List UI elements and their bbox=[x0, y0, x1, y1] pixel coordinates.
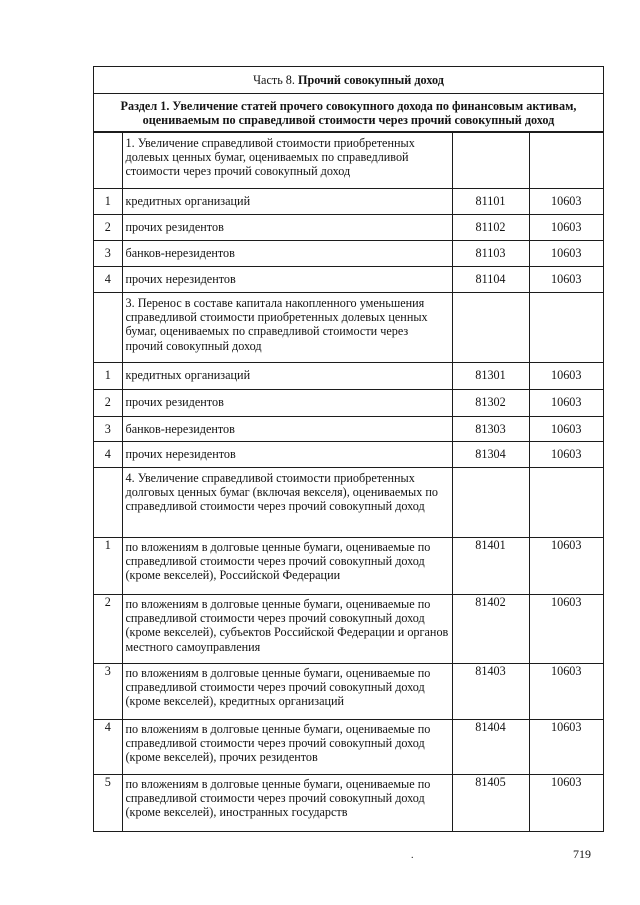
row-number: 4 bbox=[94, 720, 122, 775]
row-number bbox=[94, 293, 122, 363]
symbol-code: 10603 bbox=[529, 664, 603, 720]
table-row bbox=[94, 133, 603, 189]
table-row bbox=[94, 189, 603, 215]
accounts-table bbox=[94, 132, 603, 831]
row-number: 3 bbox=[94, 241, 122, 267]
symbol-code: 10603 bbox=[529, 241, 603, 267]
section-title-line2: оцениваемым по справедливой стоимости через прочий совокупный доход bbox=[142, 112, 555, 127]
table-row bbox=[94, 267, 603, 293]
account-code: 81304 bbox=[452, 442, 529, 468]
table-row bbox=[94, 241, 603, 267]
part-title-prefix: Часть 8. bbox=[253, 73, 295, 87]
symbol-code bbox=[529, 293, 603, 363]
table-row bbox=[94, 442, 603, 468]
table-row bbox=[94, 538, 603, 595]
section-title-line1: Раздел 1. Увеличение статей прочего совокупного дохода по финансовым активам, bbox=[120, 98, 577, 113]
row-description: 4. Увеличение справедливой стоимости приобретенных долговых ценных бумаг (включая векселя), оцениваемых по справедливой стоимости через прочий совокупный доход bbox=[122, 468, 452, 538]
row-description: банков-нерезидентов bbox=[122, 417, 452, 442]
symbol-code bbox=[529, 468, 603, 538]
table-row bbox=[94, 775, 603, 831]
row-description: кредитных организаций bbox=[122, 363, 452, 390]
row-number: 4 bbox=[94, 267, 122, 293]
row-number: 2 bbox=[94, 595, 122, 664]
account-code: 81101 bbox=[452, 189, 529, 215]
row-description: прочих нерезидентов bbox=[122, 267, 452, 293]
account-code bbox=[452, 133, 529, 189]
table-row bbox=[94, 720, 603, 775]
symbol-code: 10603 bbox=[529, 390, 603, 417]
account-code: 81301 bbox=[452, 363, 529, 390]
row-number: 3 bbox=[94, 417, 122, 442]
row-description: прочих резидентов bbox=[122, 390, 452, 417]
account-code: 81302 bbox=[452, 390, 529, 417]
account-code: 81401 bbox=[452, 538, 529, 595]
page-number: 719 bbox=[573, 847, 591, 861]
symbol-code bbox=[529, 133, 603, 189]
section-title bbox=[94, 94, 603, 132]
table-row bbox=[94, 215, 603, 241]
table-row bbox=[94, 664, 603, 720]
row-number: 3 bbox=[94, 664, 122, 720]
table-row bbox=[94, 293, 603, 363]
part-title bbox=[94, 67, 603, 94]
account-code: 81303 bbox=[452, 417, 529, 442]
symbol-code: 10603 bbox=[529, 720, 603, 775]
row-number: 1 bbox=[94, 363, 122, 390]
account-code: 81402 bbox=[452, 595, 529, 664]
row-description: банков-нерезидентов bbox=[122, 241, 452, 267]
row-number bbox=[94, 133, 122, 189]
account-code: 81405 bbox=[452, 775, 529, 831]
part-title-bold: Прочий совокупный доход bbox=[298, 73, 444, 87]
account-code: 81403 bbox=[452, 664, 529, 720]
row-description: 1. Увеличение справедливой стоимости приобретенных долевых ценных бумаг, оцениваемых по справедливой стоимости через прочий совокупный доход bbox=[122, 133, 452, 189]
row-description: по вложениям в долговые ценные бумаги, оцениваемые по справедливой стоимости через прочий совокупный доход (кроме векселей), Российской Федерации bbox=[122, 538, 452, 595]
row-description: по вложениям в долговые ценные бумаги, оцениваемые по справедливой стоимости через прочий совокупный доход (кроме векселей), иностранных государств bbox=[122, 775, 452, 831]
symbol-code: 10603 bbox=[529, 538, 603, 595]
account-code: 81103 bbox=[452, 241, 529, 267]
symbol-code: 10603 bbox=[529, 363, 603, 390]
row-description: прочих нерезидентов bbox=[122, 442, 452, 468]
row-description: кредитных организаций bbox=[122, 189, 452, 215]
row-number: 2 bbox=[94, 390, 122, 417]
row-description: прочих резидентов bbox=[122, 215, 452, 241]
footer-dot: . bbox=[411, 850, 414, 861]
account-code bbox=[452, 293, 529, 363]
symbol-code: 10603 bbox=[529, 417, 603, 442]
symbol-code: 10603 bbox=[529, 595, 603, 664]
row-number: 1 bbox=[94, 538, 122, 595]
row-number: 4 bbox=[94, 442, 122, 468]
symbol-code: 10603 bbox=[529, 267, 603, 293]
row-number bbox=[94, 468, 122, 538]
row-description: по вложениям в долговые ценные бумаги, оцениваемые по справедливой стоимости через прочий совокупный доход (кроме векселей), кредитных организаций bbox=[122, 664, 452, 720]
row-description: по вложениям в долговые ценные бумаги, оцениваемые по справедливой стоимости через прочий совокупный доход (кроме векселей), субъектов Российской Федерации и органов местного самоуправления bbox=[122, 595, 452, 664]
table-row bbox=[94, 390, 603, 417]
symbol-code: 10603 bbox=[529, 775, 603, 831]
row-number: 1 bbox=[94, 189, 122, 215]
row-description: 3. Перенос в составе капитала накопленного уменьшения справедливой стоимости приобретенных долевых ценных бумаг, оцениваемых по справедливой стоимости через прочий совокупный доход bbox=[122, 293, 452, 363]
symbol-code: 10603 bbox=[529, 215, 603, 241]
account-code: 81102 bbox=[452, 215, 529, 241]
table-row bbox=[94, 595, 603, 664]
row-number: 2 bbox=[94, 215, 122, 241]
document-table-frame bbox=[93, 66, 604, 832]
row-description: по вложениям в долговые ценные бумаги, оцениваемые по справедливой стоимости через прочий совокупный доход (кроме векселей), прочих резидентов bbox=[122, 720, 452, 775]
row-number: 5 bbox=[94, 775, 122, 831]
account-code bbox=[452, 468, 529, 538]
table-row bbox=[94, 417, 603, 442]
table-row bbox=[94, 363, 603, 390]
symbol-code: 10603 bbox=[529, 189, 603, 215]
symbol-code: 10603 bbox=[529, 442, 603, 468]
table-row bbox=[94, 468, 603, 538]
account-code: 81404 bbox=[452, 720, 529, 775]
account-code: 81104 bbox=[452, 267, 529, 293]
